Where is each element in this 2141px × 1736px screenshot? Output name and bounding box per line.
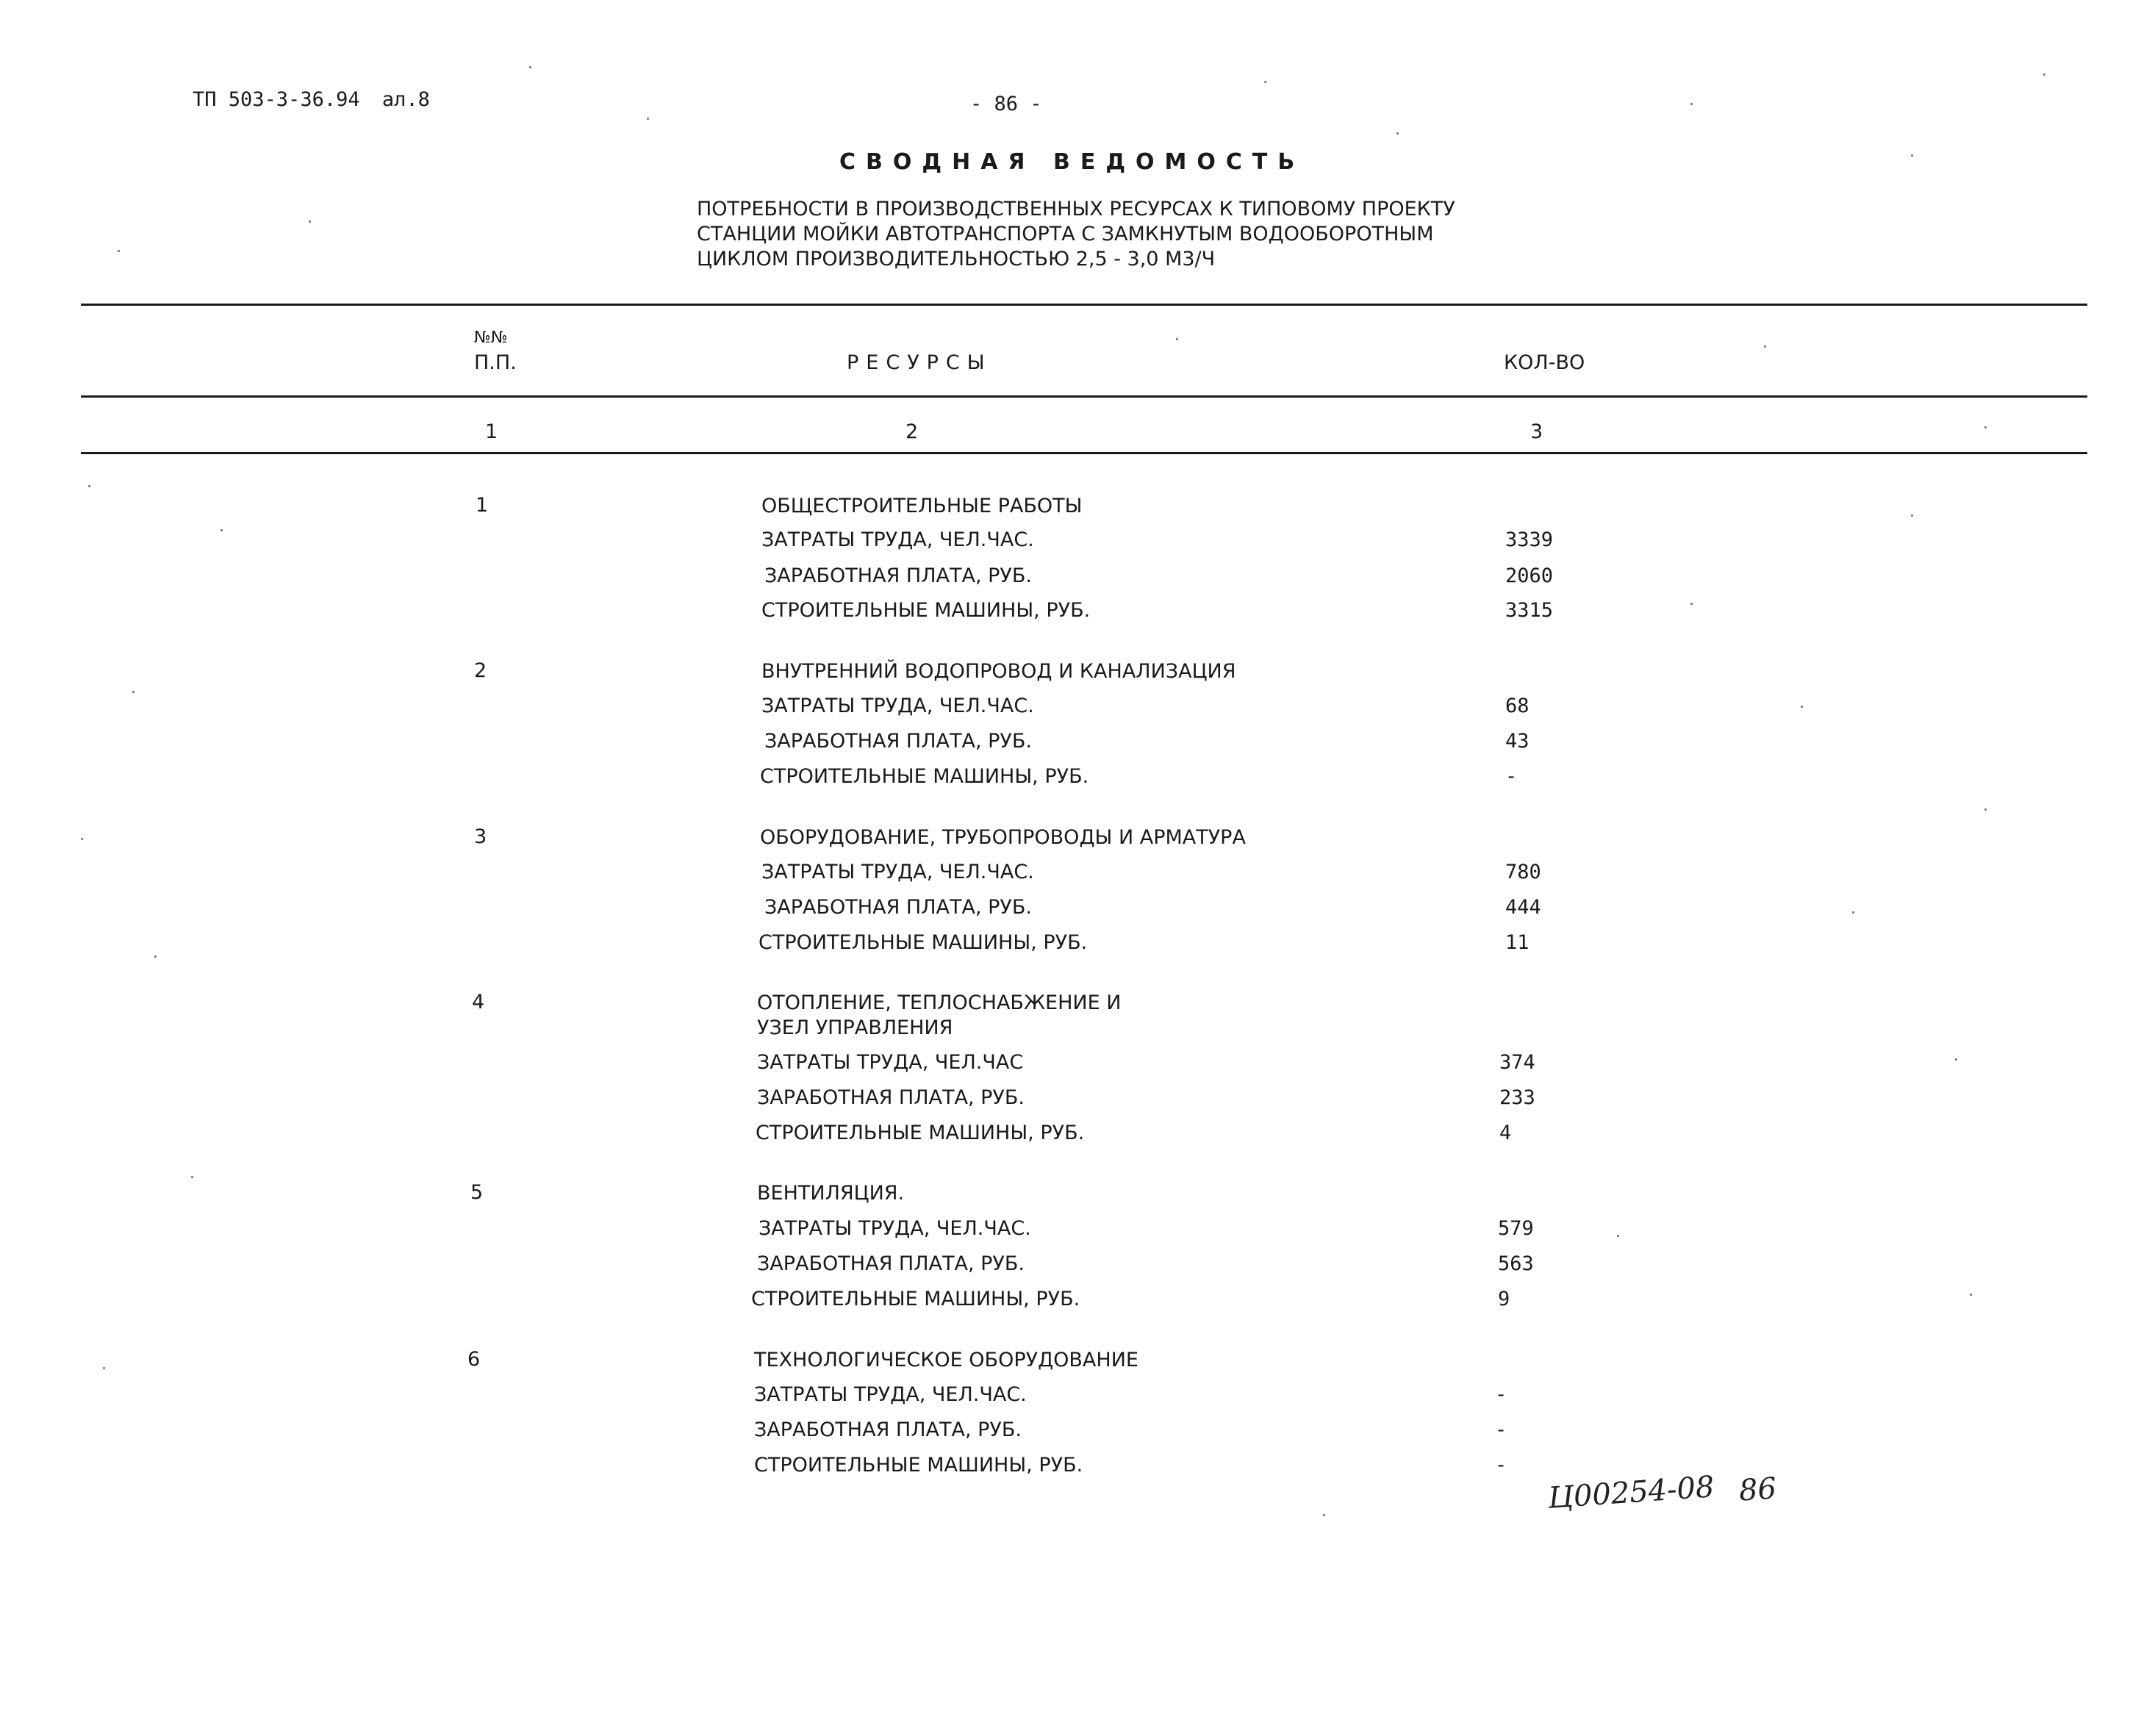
table-header-rule [81, 395, 2087, 398]
section-title: ВНУТРЕННИЙ ВОДОПРОВОД И КАНАЛИЗАЦИЯ [761, 660, 1236, 683]
row-label: ЗАТРАТЫ ТРУДА, ЧЕЛ.ЧАС. [759, 1217, 1031, 1240]
scan-speck [647, 118, 649, 120]
section-number: 6 [467, 1348, 481, 1371]
row-value: 9 [1498, 1288, 1510, 1310]
code-prefix: ТП [193, 88, 217, 111]
scan-speck [1984, 426, 1987, 428]
header-resources: РЕСУРСЫ [847, 351, 992, 374]
row-label: ЗАРАБОТНАЯ ПЛАТА, РУБ. [757, 1252, 1025, 1275]
row-value: 3339 [1505, 528, 1554, 551]
row-value: 374 [1499, 1051, 1535, 1074]
scan-speck [529, 66, 531, 68]
scan-speck [220, 529, 223, 531]
scan-speck [1801, 706, 1803, 708]
scan-speck [1984, 808, 1987, 811]
scan-speck [1264, 81, 1266, 83]
scan-speck [1690, 603, 1693, 605]
row-label: ЗАТРАТЫ ТРУДА, ЧЕЛ.ЧАС. [761, 695, 1034, 717]
scan-speck [1176, 338, 1178, 340]
row-label: СТРОИТЕЛЬНЫЕ МАШИНЫ, РУБ. [760, 765, 1089, 788]
section-number: 2 [474, 659, 487, 682]
row-value: 68 [1505, 695, 1529, 717]
scan-speck [154, 955, 157, 958]
row-label: ЗАРАБОТНАЯ ПЛАТА, РУБ. [757, 1086, 1025, 1109]
album-label: ал.8 [381, 88, 430, 111]
row-label: ЗАРАБОТНАЯ ПЛАТА, РУБ. [754, 1418, 1022, 1441]
scan-speck [1970, 1294, 1972, 1296]
section-number: 1 [476, 494, 489, 517]
row-label: ЗАТРАТЫ ТРУДА, ЧЕЛ.ЧАС. [761, 861, 1034, 883]
handwritten-page: 86 [1737, 1471, 1778, 1508]
section-title: ТЕХНОЛОГИЧЕСКОЕ ОБОРУДОВАНИЕ [754, 1349, 1138, 1371]
code-number: 503-3-36.94 [228, 88, 360, 111]
page-subtitle: ПОТРЕБНОСТИ В ПРОИЗВОДСТВЕННЫХ РЕСУРСАХ К ТИПОВОМУ ПРОЕКТУ СТАНЦИИ МОЙКИ АВТОТРАНСПОРТА С ЗАМКНУТЫМ ВОДООБОРОТНЫМ ЦИКЛОМ ПРОИЗВОДИТЕЛЬНОСТЬЮ 2,5 - 3,0 М3/Ч [697, 198, 1455, 270]
row-value: 444 [1505, 896, 1541, 919]
row-value: - [1505, 765, 1518, 788]
scan-speck [1690, 103, 1693, 105]
scan-speck [1617, 1235, 1619, 1237]
header-num-top: №№ [474, 329, 508, 347]
row-value: - [1495, 1383, 1507, 1406]
row-label: СТРОИТЕЛЬНЫЕ МАШИНЫ, РУБ. [751, 1288, 1080, 1310]
scan-speck [1852, 911, 1854, 914]
section-title: ОБЩЕСТРОИТЕЛЬНЫЕ РАБОТЫ [761, 495, 1083, 517]
table-colnum-rule [81, 452, 2087, 454]
scan-speck [132, 691, 135, 693]
colnum-1: 1 [485, 420, 498, 443]
row-value: 579 [1498, 1217, 1534, 1240]
row-value: 3315 [1505, 599, 1554, 622]
table-top-rule [81, 304, 2087, 306]
handwritten-reference: Ц00254-08 [1546, 1470, 1715, 1516]
section-number: 4 [472, 991, 485, 1014]
scan-speck [118, 250, 120, 252]
scan-speck [88, 485, 90, 487]
row-label: СТРОИТЕЛЬНЫЕ МАШИНЫ, РУБ. [761, 599, 1091, 622]
row-value: 563 [1498, 1252, 1534, 1275]
scan-speck [81, 838, 83, 840]
row-label: ЗАРАБОТНАЯ ПЛАТА, РУБ. [764, 896, 1032, 919]
scan-speck [309, 220, 311, 223]
row-label: ЗАТРАТЫ ТРУДА, ЧЕЛ.ЧАС. [761, 528, 1034, 551]
page-number: - 86 - [970, 93, 1042, 115]
row-label: СТРОИТЕЛЬНЫЕ МАШИНЫ, РУБ. [754, 1454, 1083, 1477]
section-title: ВЕНТИЛЯЦИЯ. [757, 1182, 905, 1205]
row-value: - [1495, 1418, 1507, 1441]
page-title: СВОДНАЯ ВЕДОМОСТЬ [839, 149, 1305, 175]
scan-speck [2043, 73, 2045, 76]
section-title: ОБОРУДОВАНИЕ, ТРУБОПРОВОДЫ И АРМАТУРА [760, 826, 1246, 849]
section-title: ОТОПЛЕНИЕ, ТЕПЛОСНАБЖЕНИЕ И УЗЕЛ УПРАВЛЕНИЯ [757, 991, 1122, 1039]
row-label: ЗАРАБОТНАЯ ПЛАТА, РУБ. [764, 564, 1032, 587]
header-num-bottom: П.П. [474, 351, 517, 374]
row-label: СТРОИТЕЛЬНЫЕ МАШИНЫ, РУБ. [756, 1122, 1085, 1144]
colnum-3: 3 [1530, 420, 1543, 443]
row-value: 4 [1499, 1122, 1512, 1144]
scan-speck [1955, 1058, 1957, 1061]
row-value: 2060 [1505, 564, 1554, 587]
scan-speck [1396, 132, 1399, 134]
row-label: ЗАТРАТЫ ТРУДА, ЧЕЛ.ЧАС [757, 1051, 1024, 1074]
row-value: 233 [1499, 1086, 1535, 1109]
scan-speck [1764, 345, 1766, 348]
row-label: СТРОИТЕЛЬНЫЕ МАШИНЫ, РУБ. [759, 931, 1088, 954]
scan-speck [191, 1176, 193, 1178]
header-qty: КОЛ-ВО [1504, 351, 1585, 374]
row-value: 11 [1505, 931, 1529, 954]
section-number: 3 [474, 825, 487, 848]
section-number: 5 [470, 1181, 484, 1204]
row-value: 780 [1505, 861, 1541, 883]
row-label: ЗАРАБОТНАЯ ПЛАТА, РУБ. [764, 730, 1032, 753]
row-label: ЗАТРАТЫ ТРУДА, ЧЕЛ.ЧАС. [754, 1383, 1027, 1406]
scan-speck [1911, 154, 1913, 157]
scan-speck [1911, 514, 1913, 517]
scan-speck [103, 1367, 105, 1369]
row-value: 43 [1505, 730, 1529, 753]
row-value: - [1495, 1454, 1507, 1477]
scan-speck [1323, 1514, 1325, 1516]
document-code [193, 88, 430, 111]
colnum-2: 2 [905, 420, 919, 443]
